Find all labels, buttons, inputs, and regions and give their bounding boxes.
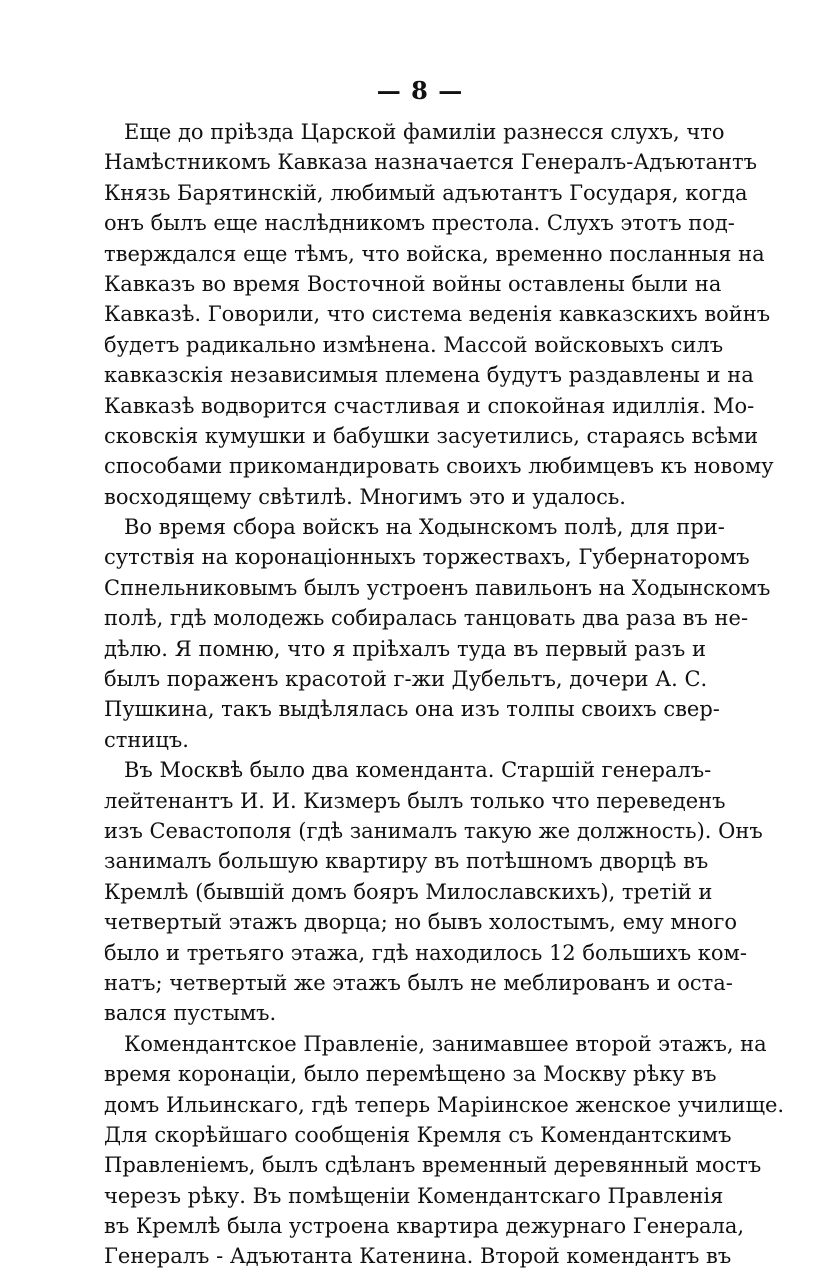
text-line: Кремлѣ (бывшій домъ бояръ Милославскихъ), третій и — [104, 879, 713, 904]
text-line: Намѣстникомъ Кавказа назначается Генералъ-Адъютантъ — [104, 150, 757, 175]
text-line: кавказскія независимыя племена будутъ раздавлены и на — [104, 363, 754, 388]
text-line: Кавказѣ водворится счастливая и спокойная идиллія. Мо- — [104, 393, 755, 418]
text-line: въ Кремлѣ была устроена квартира дежурнаго Генерала, — [104, 1214, 745, 1239]
text-line: было и третьяго этажа, гдѣ находилось 12 большихъ ком- — [104, 940, 747, 965]
text-line: время коронаціи, было перемѣщено за Москву рѣку въ — [104, 1062, 717, 1087]
text-line: Правленіемъ, былъ сдѣланъ временный деревянный мостъ — [104, 1153, 762, 1178]
text-line: способами прикомандировать своихъ любимцевъ къ новому — [104, 454, 774, 479]
text-line: изъ Севастополя (гдѣ занималъ такую же должность). Онъ — [104, 818, 763, 843]
text-line: черезъ рѣку. Въ помѣщеніи Комендантскаго Правленія — [104, 1183, 724, 1208]
text-line: тверждался еще тѣмъ, что войска, временно посланныя на — [104, 241, 765, 266]
text-line: Кавказѣ. Говорили, что система веденія кавказскихъ войнъ — [104, 302, 771, 327]
text-line: Для скорѣйшаго сообщенія Кремля съ Комендантскимъ — [104, 1122, 732, 1147]
text-line: онъ былъ еще наслѣдникомъ престола. Слухъ этотъ под- — [104, 211, 735, 236]
text-line: Спнельниковымъ былъ устроенъ павильонъ на Ходынскомъ — [104, 575, 771, 600]
text-line: занималъ большую квартиру въ потѣшномъ дворцѣ въ — [104, 849, 709, 874]
text-line: натъ; четвертый же этажъ былъ не меблированъ и оста- — [104, 970, 733, 995]
text-line: Въ Москвѣ было два коменданта. Старшій генералъ- — [124, 758, 712, 783]
page-number: — 8 — — [376, 76, 464, 105]
text-line: лейтенантъ И. И. Кизмеръ былъ только что переведенъ — [104, 788, 726, 813]
body-text — [104, 117, 785, 1272]
text-line: восходящему свѣтилѣ. Многимъ это и удалось. — [104, 484, 626, 509]
text-line: Комендантское Правленіе, занимавшее второй этажъ, на — [124, 1031, 767, 1056]
text-line: полѣ, гдѣ молодежь собиралась танцовать два раза въ не- — [104, 606, 749, 631]
text-line: былъ пораженъ красотой г-жи Дубельтъ, дочери А. С. — [104, 667, 708, 692]
text-line: Еще до пріѣзда Царской фамиліи разнесся слухъ, что — [124, 120, 725, 144]
text-line: Князь Барятинскій, любимый адъютантъ Государя, когда — [104, 180, 748, 205]
text-line: Генералъ - Адъютанта Катенина. Второй комендантъ въ — [104, 1244, 732, 1269]
text-line: Кавказъ во время Восточной войны оставлены были на — [104, 271, 722, 296]
text-line: четвертый этажъ дворца; но бывъ холостымъ, ему много — [104, 910, 738, 935]
text-line: Во время сбора войскъ на Ходынскомъ полѣ, для при- — [124, 515, 725, 540]
text-line: сковскія кумушки и бабушки засуетились, стараясь всѣми — [104, 423, 759, 448]
text-line: дѣлю. Я помню, что я пріѣхалъ туда въ первый разъ и — [104, 636, 706, 661]
text-line: Пушкина, такъ выдѣлялась она изъ толпы своихъ свер- — [104, 697, 720, 722]
text-line: будетъ радикально измѣнена. Массой войсковыхъ силъ — [104, 332, 724, 357]
text-line: стницъ. — [104, 727, 189, 752]
text-line: сутствія на коронаціонныхъ торжествахъ, Губернаторомъ — [104, 545, 750, 570]
text-line: домъ Ильинскаго, гдѣ теперь Маріинское женское училище. — [104, 1092, 785, 1117]
text-line: вался пустымъ. — [104, 1001, 277, 1026]
